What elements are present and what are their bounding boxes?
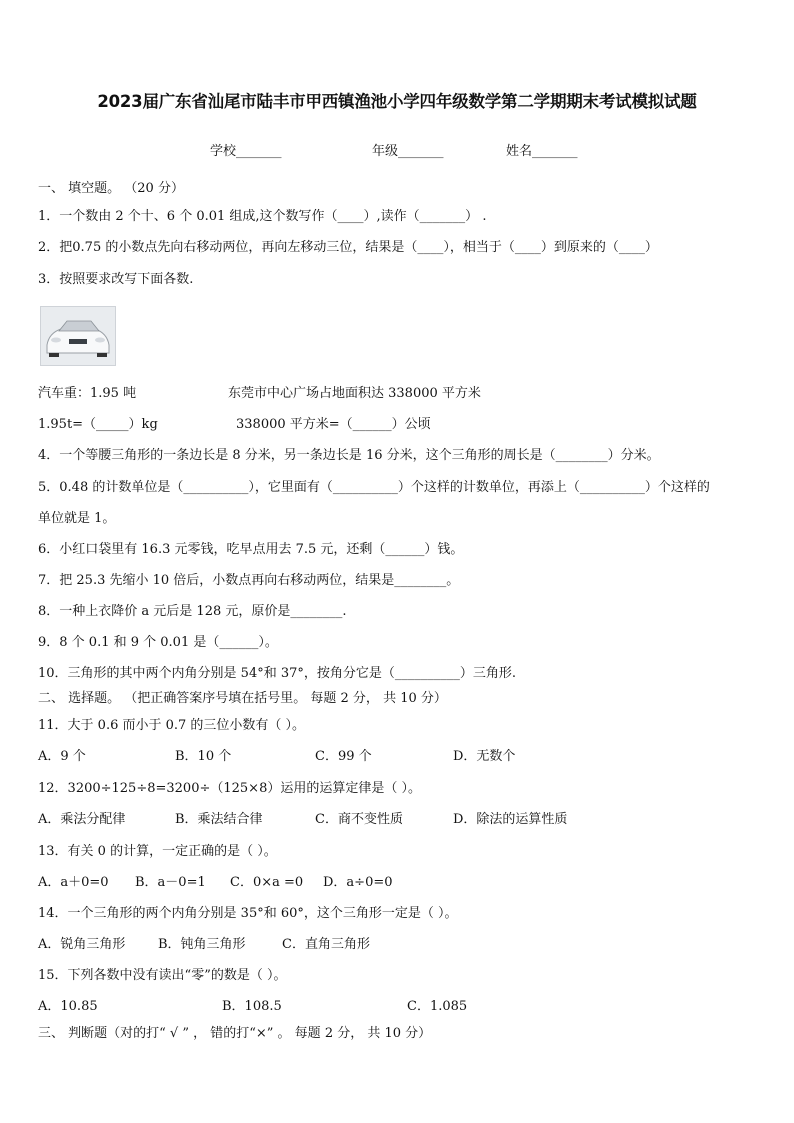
section-true-false: 三、 判断题（对的打“ √ ” ， 错的打“×” 。 每题 2 分， 共 10 分）: [38, 1026, 432, 1041]
question-2: 2．把0.75 的小数点先向右移动两位，再向左移动三位，结果是（____），相当于（____）到原来的（____）: [38, 240, 658, 255]
question-3-answer-a: 1.95t=（_____）kg: [38, 417, 158, 432]
question-7: 7．把 25.3 先缩小 10 倍后，小数点再向右移动两位，结果是________。: [38, 573, 460, 588]
question-9: 9．8 个 0.1 和 9 个 0.01 是（______）。: [38, 635, 278, 650]
option-b: B．10 个: [175, 749, 232, 764]
option-a: A．a＋0=0: [38, 875, 109, 890]
car-photo: [40, 306, 116, 366]
option-b: B．108.5: [222, 999, 282, 1014]
grade-field: 年级_______: [372, 144, 444, 159]
option-d: D．无数个: [453, 749, 516, 764]
page-title: 2023届广东省汕尾市陆丰市甲西镇渔池小学四年级数学第二学期期末考试模拟试题: [97, 92, 697, 111]
name-field: 姓名_______: [506, 144, 578, 159]
option-d: D．a÷0=0: [323, 875, 393, 890]
option-c: C．商不变性质: [315, 812, 403, 827]
question-5-continued: 单位就是 1。: [38, 511, 116, 526]
question-3: 3．按照要求改写下面各数.: [38, 272, 194, 287]
question-12: 12．3200÷125÷8=3200÷（125×8）运用的运算定律是（ ）。: [38, 781, 421, 796]
section-fill-in: 一、 填空题。 （20 分）: [38, 181, 184, 196]
section-multiple-choice: 二、 选择题。 （把正确答案序号填在括号里。 每题 2 分， 共 10 分）: [38, 691, 447, 706]
option-b: B．乘法结合律: [175, 812, 263, 827]
question-10: 10．三角形的其中两个内角分别是 54°和 37°，按角分它是（__________）三角形.: [38, 666, 517, 681]
question-15: 15．下列各数中没有读出“零”的数是（ ）。: [38, 968, 287, 983]
question-13: 13．有关 0 的计算，一定正确的是（ ）。: [38, 844, 277, 859]
option-c: C．直角三角形: [282, 937, 370, 952]
option-a: A．9 个: [38, 749, 86, 764]
option-c: C．1.085: [407, 999, 468, 1014]
question-3-item-a: 汽车重：1.95 吨: [38, 386, 137, 401]
question-1: 1．一个数由 2 个十、6 个 0.01 组成,这个数写作（____）,读作（_______） .: [38, 209, 487, 224]
question-8: 8．一种上衣降价 a 元后是 128 元，原价是________.: [38, 604, 347, 619]
question-4: 4．一个等腰三角形的一条边长是 8 分米，另一条边长是 16 分米，这个三角形的周长是（________）分米。: [38, 448, 660, 463]
option-c: C．0×a =0: [230, 875, 304, 890]
option-c: C．99 个: [315, 749, 372, 764]
question-3-answer-b: 338000 平方米=（______）公顷: [236, 417, 431, 432]
option-a: A．10.85: [38, 999, 98, 1014]
option-a: A．锐角三角形: [38, 937, 126, 952]
question-14: 14．一个三角形的两个内角分别是 35°和 60°，这个三角形一定是（ ）。: [38, 906, 458, 921]
question-3-item-b: 东莞市中心广场占地面积达 338000 平方米: [228, 386, 481, 401]
option-d: D．除法的运算性质: [453, 812, 568, 827]
option-b: B．a－0=1: [135, 875, 206, 890]
question-6: 6．小红口袋里有 16.3 元零钱，吃早点用去 7.5 元，还剩（______）钱。: [38, 542, 464, 557]
school-field: 学校_______: [210, 144, 282, 159]
question-11: 11．大于 0.6 而小于 0.7 的三位小数有（ ）。: [38, 718, 306, 733]
option-a: A．乘法分配律: [38, 812, 126, 827]
question-5: 5．0.48 的计数单位是（__________），它里面有（__________）个这样的计数单位，再添上（__________）个这样的: [38, 480, 710, 495]
option-b: B．钝角三角形: [158, 937, 246, 952]
